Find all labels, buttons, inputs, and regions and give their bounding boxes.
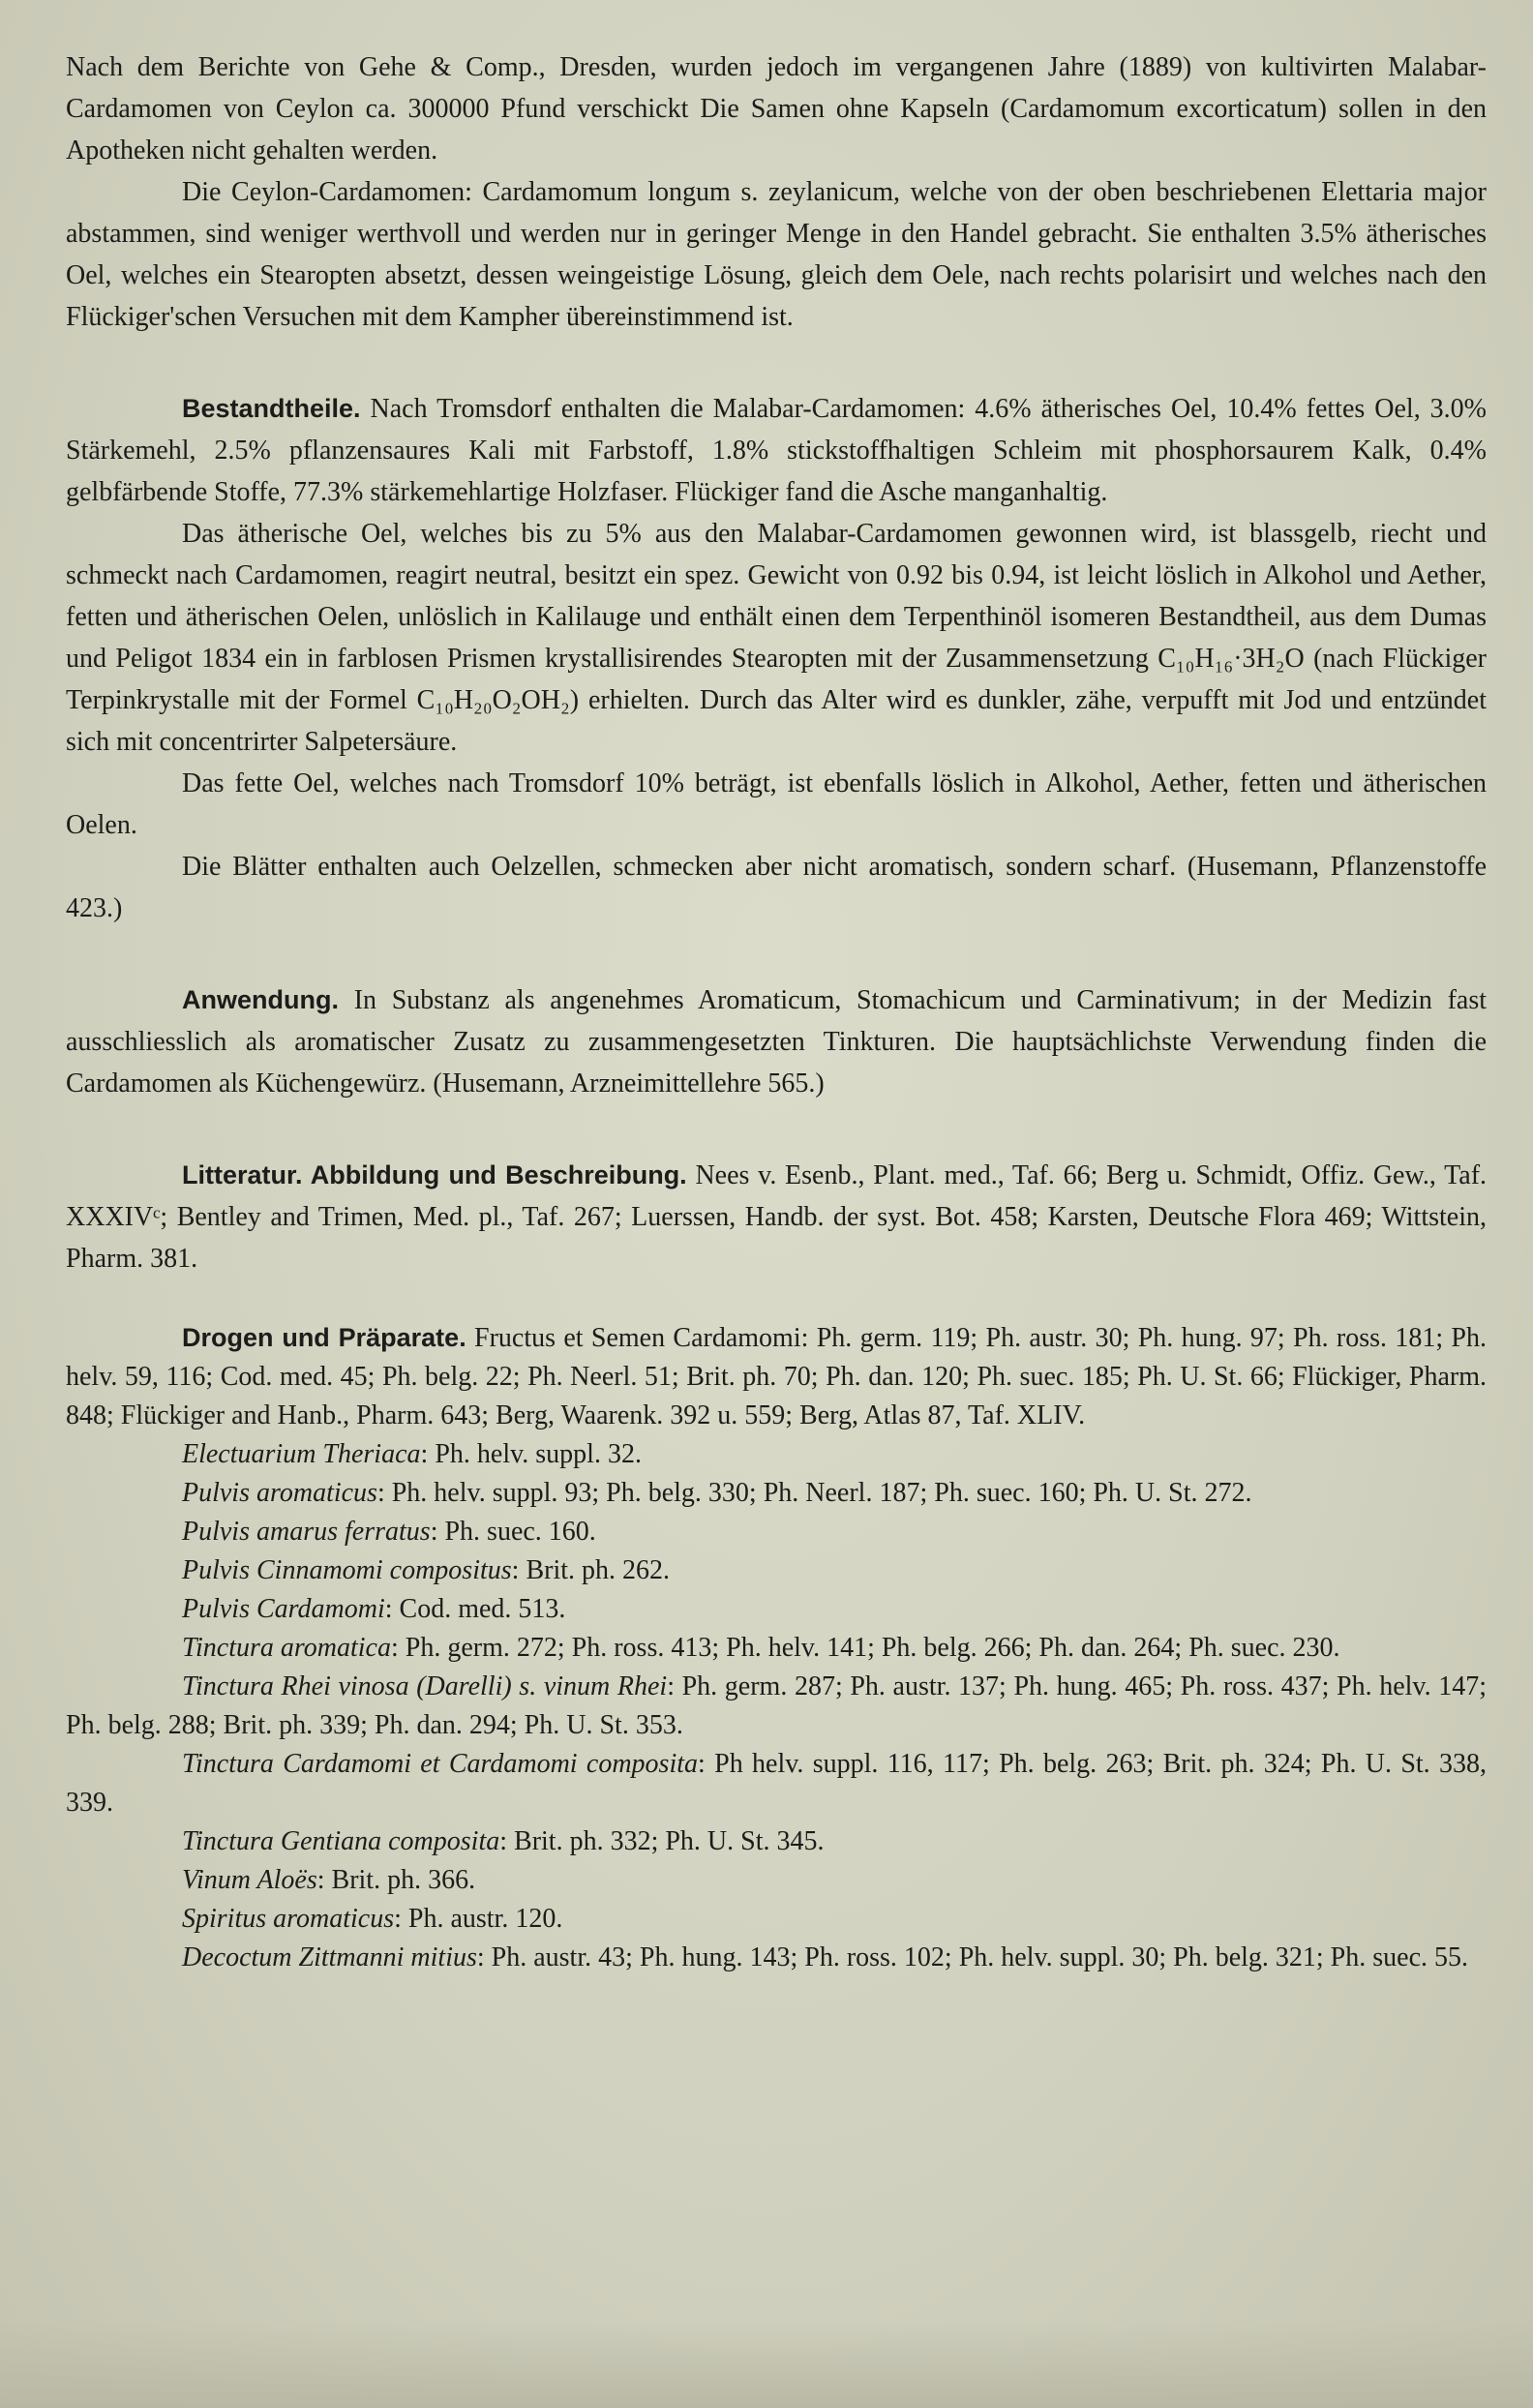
preparation-entry: Tinctura Cardamomi et Cardamomi composita: Ph helv. suppl. 116, 117; Ph. belg. 263; Brit. ph. 324; Ph. U. St. 338, 339. bbox=[66, 1749, 1487, 1818]
preparation-refs: Ph. helv. suppl. 32. bbox=[435, 1439, 642, 1469]
drogen-section bbox=[66, 1318, 1487, 1977]
bestandtheile-paragraph-4: Die Blätter enthalten auch Oelzellen, schmecken aber nicht aromatisch, sondern scharf. (Husemann, Pflanzenstoffe 423.) bbox=[66, 852, 1487, 923]
preparation-entry: Pulvis aromaticus: Ph. helv. suppl. 93; Ph. belg. 330; Ph. Neerl. 187; Ph. suec. 160; Ph. U. St. 272. bbox=[182, 1478, 1252, 1508]
preparation-entry: Decoctum Zittmanni mitius: Ph. austr. 43; Ph. hung. 143; Ph. ross. 102; Ph. helv. suppl. 30; Ph. belg. 321; Ph. suec. 55. bbox=[182, 1942, 1469, 1972]
preparation-refs: Ph. austr. 43; Ph. hung. 143; Ph. ross. 102; Ph. helv. suppl. 30; Ph. belg. 321; Ph. suec. 55. bbox=[491, 1942, 1469, 1972]
preparation-entry: Vinum Aloës: Brit. ph. 366. bbox=[182, 1865, 476, 1895]
preparation-name: Vinum Aloës bbox=[182, 1865, 317, 1895]
preparation-name: Tinctura Rhei vinosa (Darelli) s. vinum Rhei bbox=[182, 1671, 668, 1701]
intro-paragraph-1: Nach dem Berichte von Gehe & Comp., Dresden, wurden jedoch im vergangenen Jahre (1889) von kultivirten Malabar-Cardamomen von Ceylon ca. 300000 Pfund verschickt Die Samen ohne Kapseln (Cardamomum excorticatum) sollen in den Apotheken nicht gehalten werden. bbox=[66, 52, 1487, 166]
drogen-heading: Drogen und Präparate. bbox=[182, 1323, 466, 1352]
litteratur-section bbox=[66, 1155, 1487, 1279]
preparation-entry: Pulvis amarus ferratus: Ph. suec. 160. bbox=[182, 1517, 596, 1547]
litteratur-heading: Litteratur. Abbildung und Beschreibung. bbox=[182, 1160, 687, 1189]
preparation-name: Pulvis Cardamomi bbox=[182, 1594, 385, 1624]
intro-paragraph-2: Die Ceylon-Cardamomen: Cardamomum longum s. zeylanicum, welche von der oben beschriebenen Elettaria major abstammen, sind weniger werthvoll und werden nur in geringer Menge in den Handel gebracht. Sie enthalten 3.5% ätherisches Oel, welches ein Stearopten absetzt, dessen weingeistige Lösung, gleich dem Oele, nach rechts polarisirt und welches nach den Flückiger'schen Versuchen mit dem Kampher übereinstimmend ist. bbox=[66, 177, 1487, 332]
preparation-entry: Electuarium Theriaca: Ph. helv. suppl. 32. bbox=[182, 1439, 642, 1469]
preparation-entry: Pulvis Cinnamomi compositus: Brit. ph. 262. bbox=[182, 1555, 671, 1585]
preparation-entry: Pulvis Cardamomi: Cod. med. 513. bbox=[182, 1594, 566, 1624]
preparation-refs: Ph helv. suppl. 116, 117; Ph. belg. 263; Brit. ph. 324; Ph. U. St. 338, 339. bbox=[66, 1749, 1487, 1818]
preparation-name: Tinctura aromatica bbox=[182, 1633, 391, 1663]
bestandtheile-section bbox=[66, 388, 1487, 929]
anwendung-section bbox=[66, 979, 1487, 1104]
preparation-refs: Brit. ph. 366. bbox=[331, 1865, 476, 1895]
bestandtheile-heading: Bestandtheile. bbox=[182, 394, 361, 423]
litteratur-paragraph: Nees v. Esenb., Plant. med., Taf. 66; Berg u. Schmidt, Offiz. Gew., Taf. XXXIVᶜ; Bentley and Trimen, Med. pl., Taf. 267; Luerssen, Handb. der syst. Bot. 458; Karsten, Deutsche Flora 469; Wittstein, Pharm. 381. bbox=[66, 1160, 1488, 1274]
preparation-entry: Tinctura Rhei vinosa (Darelli) s. vinum Rhei: Ph. germ. 287; Ph. austr. 137; Ph. hung. 465; Ph. ross. 437; Ph. helv. 147; Ph. belg. 288; Brit. ph. 339; Ph. dan. 294; Ph. U. St. 353. bbox=[66, 1671, 1488, 1740]
preparation-name: Electuarium Theriaca bbox=[182, 1439, 421, 1469]
preparation-entry: Tinctura Gentiana composita: Brit. ph. 332; Ph. U. St. 345. bbox=[182, 1826, 825, 1856]
preparation-name: Pulvis aromaticus bbox=[182, 1478, 377, 1508]
bestandtheile-paragraph-3: Das fette Oel, welches nach Tromsdorf 10% beträgt, ist ebenfalls löslich in Alkohol, Aether, fetten und ätherischen Oelen. bbox=[66, 768, 1487, 840]
page-edge-shadow bbox=[0, 2321, 1533, 2408]
preparation-name: Pulvis Cinnamomi compositus bbox=[182, 1555, 512, 1585]
preparation-refs: Ph. austr. 120. bbox=[407, 1904, 563, 1934]
preparation-entry: Tinctura aromatica: Ph. germ. 272; Ph. ross. 413; Ph. helv. 141; Ph. belg. 266; Ph. dan. 264; Ph. suec. 230. bbox=[182, 1633, 1340, 1663]
preparation-name: Spiritus aromaticus bbox=[182, 1904, 395, 1934]
anwendung-paragraph: In Substanz als angenehmes Aromaticum, Stomachicum und Carminativum; in der Medizin fast ausschliesslich als aromatischer Zusatz zu zusammengesetzten Tinkturen. Die hauptsächlichste Verwendung finden die Cardamomen als Küchengewürz. (Husemann, Arzneimittellehre 565.) bbox=[66, 985, 1487, 1099]
preparation-refs: Ph. suec. 160. bbox=[444, 1517, 596, 1547]
preparation-name: Decoctum Zittmanni mitius bbox=[182, 1942, 477, 1972]
preparation-name: Pulvis amarus ferratus bbox=[182, 1517, 431, 1547]
preparation-list bbox=[66, 1435, 1487, 1977]
preparation-refs: Cod. med. 513. bbox=[399, 1594, 566, 1624]
preparation-name: Tinctura Cardamomi et Cardamomi composita bbox=[182, 1749, 699, 1779]
drogen-main-entry: Fructus et Semen Cardamomi: Ph. germ. 119; Ph. austr. 30; Ph. hung. 97; Ph. ross. 181; Ph. helv. 59, 116; Cod. med. 45; Ph. belg. 22; Ph. Neerl. 51; Brit. ph. 70; Ph. dan. 120; Ph. suec. 185; Ph. U. St. 66; Flückiger, Pharm. 848; Flückiger and Hanb., Pharm. 643; Berg, Waarenk. 392 u. 559; Berg, Atlas 87, Taf. XLIV. bbox=[66, 1323, 1488, 1430]
anwendung-heading: Anwendung. bbox=[182, 985, 339, 1014]
preparation-refs: Brit. ph. 262. bbox=[526, 1555, 671, 1585]
preparation-name: Tinctura Gentiana composita bbox=[182, 1826, 500, 1856]
preparation-refs: Ph. germ. 272; Ph. ross. 413; Ph. helv. 141; Ph. belg. 266; Ph. dan. 264; Ph. suec. 230. bbox=[405, 1633, 1340, 1663]
preparation-refs: Ph. germ. 287; Ph. austr. 137; Ph. hung. 465; Ph. ross. 437; Ph. helv. 147; Ph. belg. 288; Brit. ph. 339; Ph. dan. 294; Ph. U. St. 353. bbox=[66, 1671, 1488, 1740]
bestandtheile-paragraph-2: Das ätherische Oel, welches bis zu 5% aus den Malabar-Cardamomen gewonnen wird, ist blassgelb, riecht und schmeckt nach Cardamomen, reagirt neutral, besitzt ein spez. Gewicht von 0.92 bis 0.94, ist leicht löslich in Alkohol und Aether, fetten und ätherischen Oelen, unlöslich in Kalilauge und enthält einen dem Terpenthinöl isomeren Bestandtheil, aus dem Dumas und Peligot 1834 ein in farblosen Prismen krystallisirendes Stearopten mit der Zusammensetzung C₁₀H₁₆·3H₂O (nach Flückiger Terpinkrystalle mit der Formel C₁₀H₂₀O₂OH₂) erhielten. Durch das Alter wird es dunkler, zähe, verpufft mit Jod und entzündet sich mit concentrirter Salpetersäure. bbox=[66, 519, 1487, 757]
preparation-refs: Brit. ph. 332; Ph. U. St. 345. bbox=[514, 1826, 825, 1856]
intro-section bbox=[66, 46, 1487, 338]
bestandtheile-paragraph-1: Nach Tromsdorf enthalten die Malabar-Cardamomen: 4.6% ätherisches Oel, 10.4% fettes Oel, 3.0% Stärkemehl, 2.5% pflanzensaures Kali mit Farbstoff, 1.8% stickstoffhaltigen Schleim mit phosphorsaurem Kalk, 0.4% gelbfärbende Stoffe, 77.3% stärkemehlartige Holzfaser. Flückiger fand die Asche manganhaltig. bbox=[66, 394, 1487, 507]
preparation-refs: Ph. helv. suppl. 93; Ph. belg. 330; Ph. Neerl. 187; Ph. suec. 160; Ph. U. St. 272. bbox=[391, 1478, 1252, 1508]
preparation-entry: Spiritus aromaticus: Ph. austr. 120. bbox=[182, 1904, 563, 1934]
